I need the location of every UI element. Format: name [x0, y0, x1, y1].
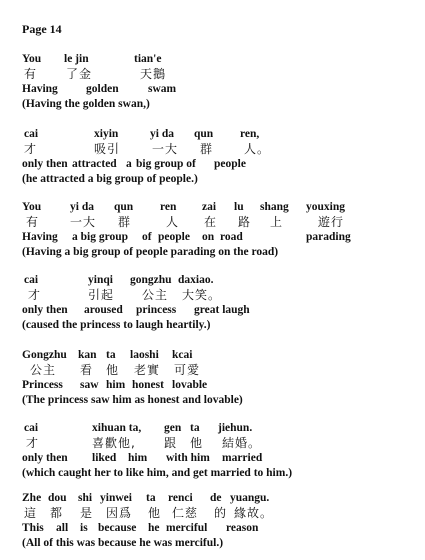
hanzi-word: 這	[24, 506, 38, 520]
pinyin-word: You	[22, 53, 42, 65]
hanzi-word: 公主	[30, 363, 57, 377]
pinyin-word: xiyin	[94, 128, 119, 140]
pinyin-word: Gongzhu	[22, 349, 67, 361]
pinyin-word: cai	[24, 422, 39, 434]
hanzi-word: 大笑。	[182, 288, 222, 302]
english-word: swam	[148, 83, 177, 95]
hanzi-word: 一大	[70, 215, 97, 229]
pinyin-word: shang	[260, 201, 289, 213]
hanzi-word: 的	[214, 506, 228, 520]
pinyin-word: de	[210, 492, 222, 504]
pinyin-word: kcai	[172, 349, 193, 361]
pinyin-word: cai	[24, 128, 39, 140]
english-word: him	[128, 452, 148, 464]
english-word: with him	[166, 452, 210, 464]
hanzi-word: 喜歡他,	[92, 436, 136, 450]
pinyin-word: qun	[194, 128, 214, 140]
pinyin-word: ta	[106, 349, 116, 361]
pinyin-word: lu	[234, 201, 244, 213]
hanzi-word: 都	[50, 506, 64, 520]
hanzi-word: 有	[24, 67, 38, 81]
hanzi-word: 他	[106, 363, 120, 377]
hanzi-word: 人	[166, 215, 180, 229]
pinyin-word: gen	[164, 422, 182, 434]
hanzi-word: 遊行	[318, 215, 345, 229]
english-word: only then	[22, 304, 68, 316]
english-word: lovable	[172, 379, 208, 391]
pinyin-word: youxing	[306, 201, 345, 213]
english-word: people	[214, 158, 246, 170]
page-label: Page 14	[22, 22, 62, 36]
pinyin-word: renci	[168, 492, 193, 504]
pinyin-word: kan	[78, 349, 97, 361]
english-word: parading	[306, 231, 351, 243]
english-word: Having	[22, 231, 58, 243]
hanzi-word: 有	[26, 215, 40, 229]
translation-line: (which caught her to like him, and get married to him.)	[22, 467, 293, 479]
english-word: golden	[86, 83, 119, 95]
hanzi-word: 群	[118, 215, 132, 229]
pinyin-word: Zhe	[22, 492, 42, 504]
english-word: This	[22, 522, 44, 534]
english-word: Having	[22, 83, 58, 95]
hanzi-word: 才	[26, 436, 40, 450]
english-word: a	[126, 158, 132, 170]
pinyin-word: ren,	[240, 128, 260, 140]
pinyin-word: ren	[160, 201, 177, 213]
english-word: princess	[136, 304, 177, 316]
hanzi-word: 人。	[244, 142, 271, 156]
hanzi-word: 群	[200, 142, 214, 156]
hanzi-word: 上	[270, 215, 284, 229]
pinyin-word: zai	[202, 201, 217, 213]
hanzi-word: 才	[28, 288, 42, 302]
hanzi-word: 公主	[142, 288, 169, 302]
translation-line: (caused the princess to laugh heartily.)	[22, 319, 211, 331]
english-word: liked	[92, 452, 117, 464]
hanzi-word: 引起	[88, 288, 115, 302]
pinyin-word: ta	[190, 422, 200, 434]
hanzi-word: 結婚。	[222, 436, 262, 450]
pinyin-word: le jin	[64, 53, 89, 65]
translation-line: (Having a big group of people parading on the road)	[22, 246, 279, 258]
translation-line: (All of this was because he was merciful.)	[22, 537, 224, 549]
pinyin-word: yinqi	[88, 274, 113, 286]
english-word: married	[222, 452, 263, 464]
pinyin-word: ta	[146, 492, 156, 504]
pinyin-word: jiehun.	[218, 422, 253, 434]
english-word: merciful	[166, 522, 208, 534]
hanzi-word: 因爲	[106, 506, 133, 520]
english-word: road	[220, 231, 243, 243]
pinyin-word: cai	[24, 274, 39, 286]
pinyin-word: tian'e	[134, 53, 162, 65]
hanzi-word: 是	[80, 506, 94, 520]
pinyin-word: qun	[114, 201, 134, 213]
english-word: attracted	[72, 158, 117, 170]
hanzi-word: 看	[80, 363, 94, 377]
english-word: great laugh	[194, 304, 250, 316]
hanzi-word: 一大	[152, 142, 179, 156]
hanzi-word: 仁慈	[172, 506, 199, 520]
pinyin-word: shi	[78, 492, 93, 504]
hanzi-word: 跟	[164, 436, 178, 450]
english-word: aroused	[84, 304, 123, 316]
english-word: big group of	[136, 158, 196, 170]
hanzi-word: 在	[204, 215, 218, 229]
english-word: a big group	[72, 231, 129, 243]
pinyin-word: daxiao.	[178, 274, 214, 286]
translation-line: (The princess saw him as honest and lovable)	[22, 394, 243, 406]
english-word: people	[158, 231, 190, 243]
english-word: on	[202, 231, 215, 243]
english-word: honest	[132, 379, 164, 391]
english-word: of	[142, 231, 152, 243]
english-word: is	[80, 522, 88, 534]
pinyin-word: You	[22, 201, 42, 213]
hanzi-word: 他	[190, 436, 204, 450]
hanzi-word: 可愛	[174, 363, 201, 377]
pinyin-word: yi da	[70, 201, 94, 213]
hanzi-word: 他	[148, 506, 162, 520]
hanzi-word: 路	[238, 215, 252, 229]
english-word: because	[98, 522, 137, 534]
pinyin-word: dou	[48, 492, 67, 504]
pinyin-word: xihuan ta,	[92, 422, 142, 434]
english-word: saw	[80, 379, 99, 391]
english-word: only then	[22, 158, 68, 170]
pinyin-word: yinwei	[100, 492, 132, 504]
hanzi-word: 老實	[134, 363, 161, 377]
pinyin-word: yuangu.	[230, 492, 270, 504]
pinyin-word: yi da	[150, 128, 174, 140]
pinyin-word: laoshi	[130, 349, 159, 361]
english-word: all	[56, 522, 69, 534]
translation-line: (he attracted a big group of people.)	[22, 173, 198, 185]
english-word: only then	[22, 452, 68, 464]
english-word: reason	[226, 522, 259, 534]
hanzi-word: 才	[24, 142, 38, 156]
hanzi-word: 吸引	[94, 142, 121, 156]
english-word: he	[148, 522, 160, 534]
translation-line: (Having the golden swan,)	[22, 98, 150, 110]
english-word: Princess	[22, 379, 63, 391]
hanzi-word: 了金	[66, 67, 93, 81]
pinyin-word: gongzhu	[130, 274, 172, 286]
english-word: him	[106, 379, 126, 391]
hanzi-word: 天鵝	[140, 67, 167, 81]
hanzi-word: 緣故。	[234, 506, 274, 520]
